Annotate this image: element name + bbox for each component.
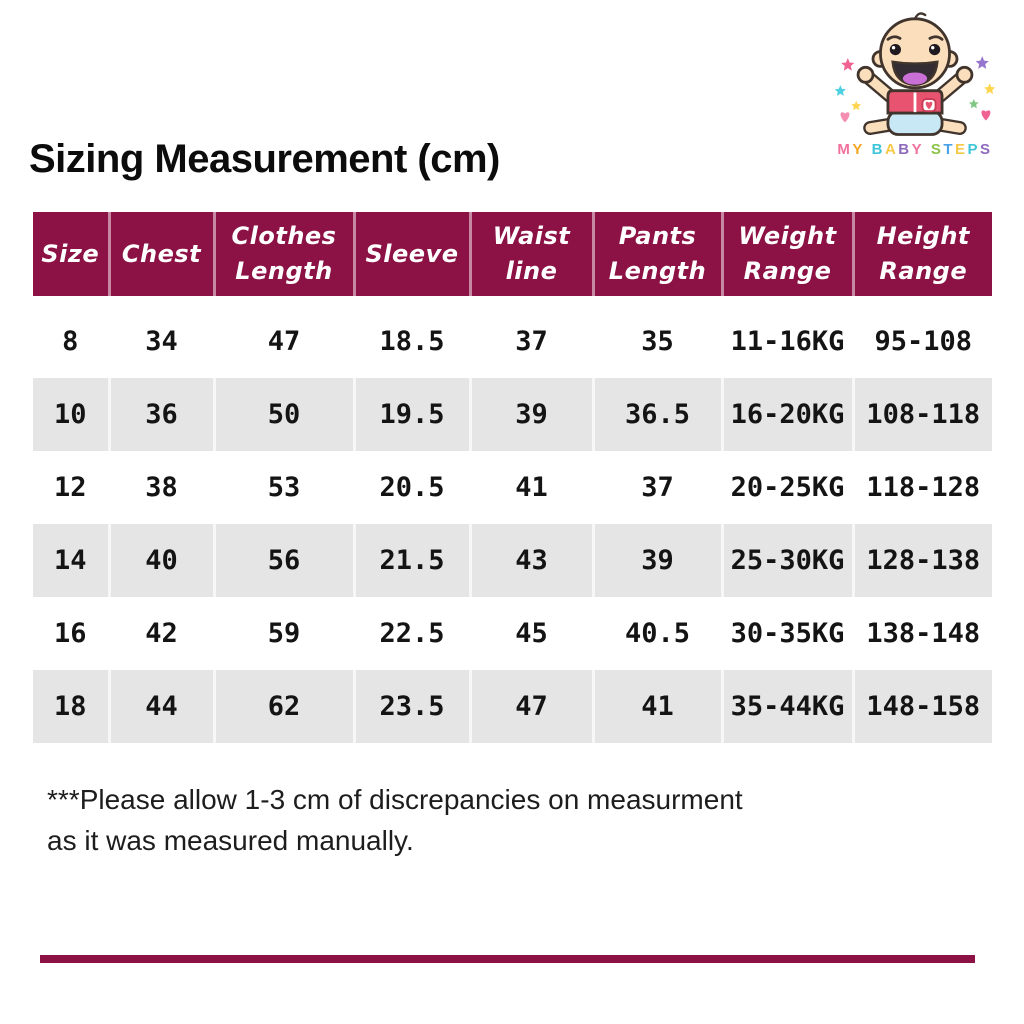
table-cell: 18 xyxy=(33,670,109,743)
header-row xyxy=(33,212,992,301)
table-cell: 16 xyxy=(33,597,109,670)
table-cell: 39 xyxy=(593,524,722,597)
table-cell: 45 xyxy=(470,597,593,670)
table-cell: 47 xyxy=(214,301,354,379)
table-row xyxy=(33,524,992,597)
table-cell: 47 xyxy=(470,670,593,743)
table-cell: 41 xyxy=(470,451,593,524)
disclaimer-line-1: ***Please allow 1-3 cm of discrepancies on measurment xyxy=(47,784,743,815)
baby-shirt xyxy=(888,91,942,113)
table-cell: 22.5 xyxy=(354,597,470,670)
table-cell: 118-128 xyxy=(853,451,992,524)
column-header: Height Range xyxy=(853,212,992,301)
table-cell: 43 xyxy=(470,524,593,597)
table-cell: 20.5 xyxy=(354,451,470,524)
table-cell: 19.5 xyxy=(354,378,470,451)
table-cell: 50 xyxy=(214,378,354,451)
table-cell: 40 xyxy=(109,524,214,597)
table-cell: 35 xyxy=(593,301,722,379)
baby-head xyxy=(880,13,949,87)
brand-logo xyxy=(820,6,1010,158)
table-cell: 138-148 xyxy=(853,597,992,670)
table-cell: 11-16KG xyxy=(722,301,853,379)
column-header: Sleeve xyxy=(354,212,470,301)
table-cell: 148-158 xyxy=(853,670,992,743)
brand-name: MY BABY STEPS xyxy=(837,141,993,158)
column-header: Weight Range xyxy=(722,212,853,301)
column-header: Chest xyxy=(109,212,214,301)
baby-diaper xyxy=(888,111,942,134)
sizing-table xyxy=(33,212,992,743)
table-cell: 14 xyxy=(33,524,109,597)
page-title: Sizing Measurement (cm) xyxy=(29,137,500,181)
table-cell: 44 xyxy=(109,670,214,743)
table-cell: 21.5 xyxy=(354,524,470,597)
table-cell: 42 xyxy=(109,597,214,670)
disclaimer-note xyxy=(47,779,743,861)
table-cell: 10 xyxy=(33,378,109,451)
table-cell: 35-44KG xyxy=(722,670,853,743)
table-cell: 16-20KG xyxy=(722,378,853,451)
column-header: Clothes Length xyxy=(214,212,354,301)
table-cell: 95-108 xyxy=(853,301,992,379)
table-body xyxy=(33,301,992,744)
table-row xyxy=(33,597,992,670)
table-row xyxy=(33,451,992,524)
table-cell: 34 xyxy=(109,301,214,379)
table-row xyxy=(33,670,992,743)
table-cell: 37 xyxy=(593,451,722,524)
table-cell: 12 xyxy=(33,451,109,524)
bottom-divider xyxy=(40,955,975,963)
table-cell: 36.5 xyxy=(593,378,722,451)
table-cell: 25-30KG xyxy=(722,524,853,597)
table-cell: 20-25KG xyxy=(722,451,853,524)
table-cell: 36 xyxy=(109,378,214,451)
table-cell: 128-138 xyxy=(853,524,992,597)
table-header xyxy=(33,212,992,301)
column-header: Waist line xyxy=(470,212,593,301)
table-cell: 53 xyxy=(214,451,354,524)
table-cell: 40.5 xyxy=(593,597,722,670)
table-cell: 59 xyxy=(214,597,354,670)
table-cell: 23.5 xyxy=(354,670,470,743)
table-cell: 41 xyxy=(593,670,722,743)
table-cell: 38 xyxy=(109,451,214,524)
table-cell: 8 xyxy=(33,301,109,379)
table-row xyxy=(33,301,992,379)
column-header: Size xyxy=(33,212,109,301)
table-cell: 30-35KG xyxy=(722,597,853,670)
column-header: Pants Length xyxy=(593,212,722,301)
disclaimer-line-2: as it was measured manually. xyxy=(47,825,414,856)
baby-logo-illustration xyxy=(831,6,999,138)
table-row xyxy=(33,378,992,451)
table-cell: 62 xyxy=(214,670,354,743)
table-cell: 108-118 xyxy=(853,378,992,451)
table-cell: 39 xyxy=(470,378,593,451)
table-cell: 37 xyxy=(470,301,593,379)
table-cell: 56 xyxy=(214,524,354,597)
table-cell: 18.5 xyxy=(354,301,470,379)
